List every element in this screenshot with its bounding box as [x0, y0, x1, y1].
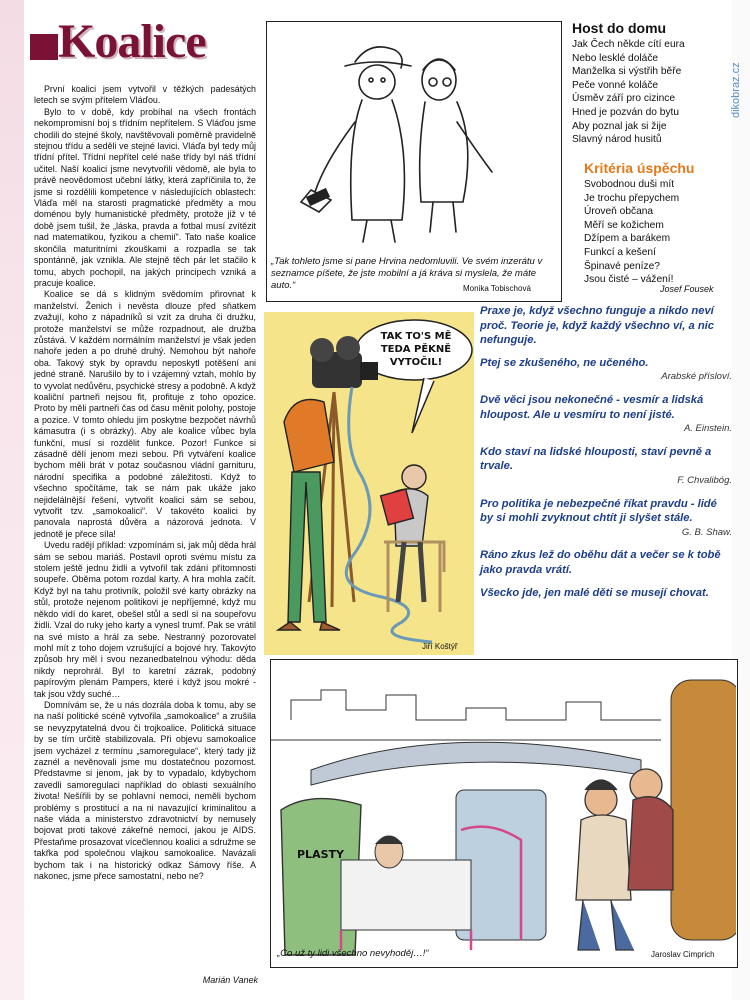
quote-item [480, 304, 732, 348]
cartoon-bins-illustration [271, 660, 736, 966]
title-accent-bar [30, 34, 58, 60]
poem-line: Je trochu přepychem [584, 192, 680, 204]
poem-line: Manželka si výstřih běře [572, 66, 682, 78]
article-paragraph: Domnívám se, že u nás dozrála doba k tomu, aby se na naší politické scéně vytvořila „samokoalice“ a zrušila se nevyzpytatelná dvou či trojkoalice. Politická situace by se tím určitě stabilizovala. Při objevu samokoalice jsem vycházel z termínu „samoregulace“, který tady již zaznél a nevěnovali jsme mu dostatečnou pozornost. Představme si jenom, jak by to vypadalo, kdybychom zavedli samoregulaci například do oblasti sexuálního života! Nešířili by se pohlavní nemoci, neměli bychom problémy s prostitucí a na ni navazující kriminalitou a naše vláda a ministerstvo zdravotnictví by nemusely bojovat proti takové zákeřné nemoci, jakou je AIDS. Přestaňme prosazovat vícečlennou koalici a sdružme se takřka pod společnou vlajkou samokoalice. Navázali bychom tak i na historický odkaz Sámovy říše. A nakonec, jsme přece samostatní, nebo ne? [34, 699, 256, 882]
quote-source: Arabské přísloví. [661, 371, 732, 383]
quotes-list [480, 304, 732, 608]
quote-source: F. Chvalibóg. [677, 474, 732, 486]
article-author: Marián Vanek [202, 975, 258, 985]
poem1-body [572, 38, 685, 147]
quote-item [480, 548, 732, 577]
poem-line: Aby poznal jak si žije [572, 120, 667, 132]
cartoon-camera [264, 312, 474, 655]
article-paragraph: Uvedu radějí příklad: vzpomínám si, jak můj děda hrál sám se sebou mariáš. Postavil oproti svému místu za stolem ještě jednu židli a vytvořil tak zdání přítomnosti soupeře. Oběma potom rozdal karty. A hra mohla začít. Když byl na tahu protivník, položil své karty obrázky na stůl, protože nejenom politikovi je nepříjemné, když mu někdo vidí do karet, obešel stůl a sedl si na soupeřovu židli. Vzal do ruky jeho karty a vynesl trumf. Pak se vrátil na své místo a hrál za sebe. Nestranný pozorovatel mohl mít z toho dojem vzrušující a bojové hry. Takovýto způsob hry měl i svou nezanedbatelnou výhodu: děda nikdy neprohrál. Byl to karetní zázrak, podobný papírovým plenám Pampers, které i když jsou mokré - tak jsou vždy suché… [34, 540, 256, 699]
site-label [728, 20, 742, 120]
quote-text: Kdo staví na lidské hlouposti, staví pevně a trvale. [480, 445, 712, 473]
poem2-author: Josef Fousek [660, 284, 714, 294]
poem-line: Jak Čech někde cítí eura [572, 39, 685, 50]
article-title: Koalice [58, 15, 206, 68]
quote-item [480, 393, 732, 437]
poem2-body [584, 178, 679, 287]
quote-item [480, 445, 732, 489]
cartoon1-credit: Monika Tobischová [463, 284, 531, 293]
quote-text: Ptej se zkušeného, ne učeného. [480, 356, 649, 369]
poem-line: Nebo lesklé doláče [572, 52, 659, 64]
left-decor-strip [0, 0, 24, 1000]
cartoon2-credit: Jiří Koštýř [422, 642, 458, 651]
poem-line: Měří se kožichem [584, 219, 664, 231]
article-paragraph: Bylo to v době, kdy probíhal na všech frontách nekompromisní boj s třídním nepřítelem. S Vláďou jsme chodili do stejné školy, navštěvovali poměrně pravidelně stejnou třídu a seděli ve stejné lavici. Vláďa byl tedy můj třídní přítel. Třídní nepřítel celé naše třídy byl náš třídní učitel. Naší koalici jsme nevytvořili vědomě, ale byla to právě neovědomost učební látky, která zapříčinila to, že jsme si rozdělili kompetence v následujících oblastech: Vláďa měl na starosti pragmatické předměty a mou doménou byly humanistické předměty, protože již v té době jsem tušil, že „láska, pravda a fotbal musí zvítězit nad matematikou, fyzikou a chemií“. Tato naše koalice skončila maturitními zkouškami a rozpadla se tak spontánně, jak vznikla. Ale stejně těch pár let stačilo k tomu, abych pochopil, na jakých principech vzniká a pracuje koalice. [34, 106, 256, 288]
svg-text:dikobraz.cz: dikobraz.cz [730, 62, 742, 118]
poem-line: Funkcí a kešení [584, 246, 656, 258]
bin-label: PLASTY [297, 848, 344, 861]
poem-line: Jsou čisté – vážení! [584, 274, 674, 286]
poem-line: Úroveň občana [584, 206, 654, 218]
poem-line: Peče vonné koláče [572, 79, 659, 91]
cartoon-couple-illustration [267, 22, 560, 252]
quote-item [480, 356, 732, 385]
article-paragraph: Koalice se dá s klidným svědomím přirovnat k manželství. Ženich i nevěsta dlouze před sňatkem zvažují, koho z nápadníků si vzít za druha či družku, protože manželství se může rozpadnout, ale družba zůstává. V každém normálním manželství je však jeden nahoře jeden a po druhé druhý. Nemohou být nahoře oba. Takový styk by opravdu neposkytl potěšení ani jedné straně. Narušilo by to i vzájemný vztah, mohlo by to vyvolat nedůvěru, psychické stresy a podobně. A když koaliční partneři nejsou fit, profituje z toho opozice. Proto by měli partneři čas od času měnit polohy, postoje a pozice. V tomto ohledu jim poskytne bezpočet návrhů kámasutra (i s obrázky). Aby ale koalice vůbec byla funkční, musí si rozdělit funkce. Pozor! Funkce si zásadně dělí jenom mezi sebou. Při vytváření koalice bychom měli brát v potaz současnou vládní garnituru, národní specifika a podobné záležitosti. Když to všechno spočítáme, tak se nám pak ukáže jako nejidelálnější řešení, vytvořit koalici sám se sebou, vytvořit tzv. „samokoalici“. V takovéto koalici by panovala naprostá důvěra a názorová jednota. V jednotě je přece síla! [34, 289, 256, 539]
poem-line: Hned je pozván do bytu [572, 106, 680, 118]
quote-text: Pro politika je nebezpečné říkat pravdu - lidé by si mohli zvyknout chtít ji slyšet stále. [480, 497, 717, 525]
quote-source: A. Einstein. [683, 423, 732, 435]
cartoon1-caption: „Tak tohleto jsme si pane Hrvina nedomluvili. Ve svém inzerátu v seznamce píšete, že jste mobilní a já kráva si myslela, že máte auto.“ [271, 256, 543, 291]
poem-line: Špinavé peníze? [584, 260, 660, 272]
cartoon3-caption: „Co už ty lidi všechno nevyhoděj…!“ [277, 948, 429, 959]
cartoon-mobile-dating [266, 21, 562, 302]
quote-text: Všecko jde, jen malé děti se musejí chovat. [480, 586, 709, 599]
cartoon3-credit: Jaroslav Cimprich [651, 950, 715, 959]
article-body [34, 84, 256, 882]
poem-line: Džípem a barákem [584, 233, 671, 245]
poem-line: Slavný národ husitů [572, 134, 662, 146]
poem-line: Úsměv září pro cizince [572, 93, 676, 105]
quote-text: Praxe je, když všechno funguje a nikdo neví proč. Teorie je, když každý všechno ví, a nic nefunguje. [480, 305, 714, 347]
article-paragraph: První koalici jsem vytvořil v těžkých padesátých letech se svým přítelem Vláďou. [34, 84, 256, 106]
cartoon2-speech: TAK TO'S MĚ TEDA PĚKNĚ VYTOČIL! [380, 331, 452, 368]
poem2-title: Kritéria úspěchu [584, 160, 695, 176]
poem1-title: Host do domu [572, 20, 667, 36]
quote-text: Ráno zkus lež do oběhu dát a večer se k tobě jako pravda vrátí. [480, 549, 721, 576]
quote-item [480, 586, 732, 601]
quote-text: Dvě věci jsou nekonečné - vesmír a lidská hloupost. Ale u vesmíru to není jisté. [480, 393, 704, 421]
quote-source: G. B. Shaw. [681, 526, 732, 538]
cartoon-bins [270, 659, 738, 968]
quote-item [480, 497, 732, 541]
poem-line: Svobodnou duši mít [584, 179, 675, 190]
